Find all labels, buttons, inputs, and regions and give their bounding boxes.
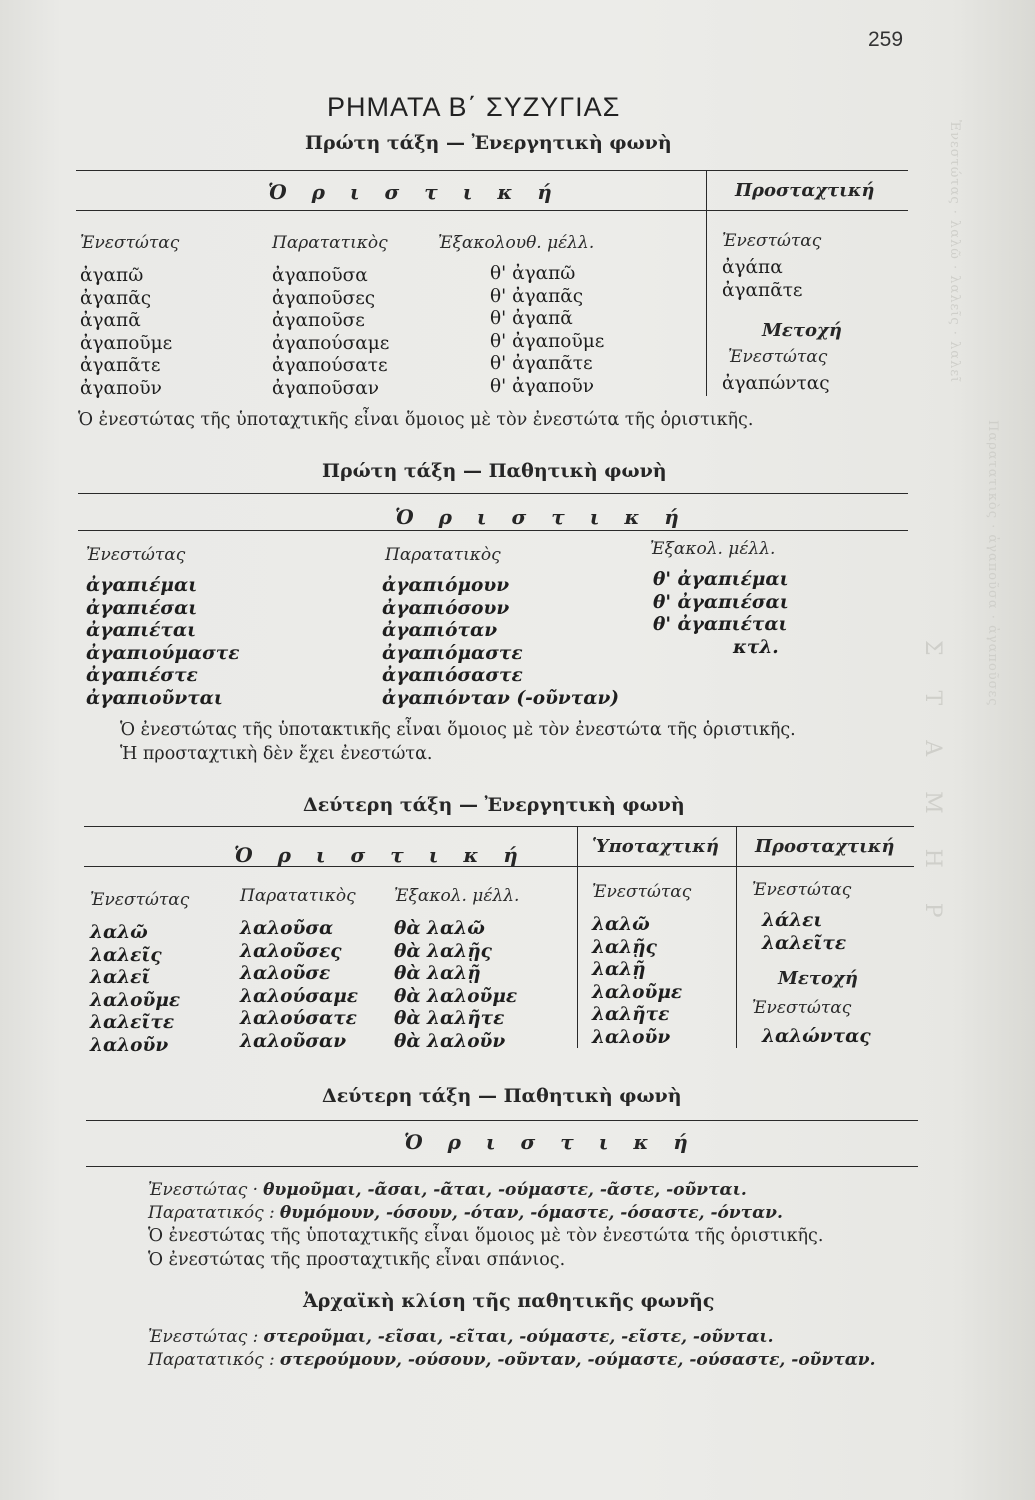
paradigm-label: Ἐνεστώτας : bbox=[148, 1327, 259, 1347]
note: Ἡ προσταχτικὴ δὲν ἔχει ἐνεστώτα. bbox=[120, 744, 433, 764]
verb-form: θ' ἀγαπᾶ bbox=[490, 308, 573, 329]
paradigm-forms: στεροῦμαι, -εῖσαι, -εῖται, -ούμαστε, -εῖστε, -οῦνται. bbox=[263, 1327, 774, 1347]
verb-form: ἀγαπιόταν bbox=[382, 620, 498, 641]
paradigm-label: Παρατατικός : bbox=[148, 1350, 275, 1370]
group-label-oristiki: Ὁ ρ ι σ τ ι κ ή bbox=[404, 1130, 697, 1154]
paradigm-line-imperfect bbox=[148, 1203, 783, 1223]
col-header-present: Ἐνεστώτας bbox=[80, 233, 180, 253]
verb-form: ἀγαπᾶ bbox=[80, 310, 141, 331]
section-heading-first-passive: Πρώτη τάξη — Παθητικὴ φωνὴ bbox=[322, 460, 667, 482]
rule bbox=[86, 1166, 918, 1167]
bleed-through-text: Σ Τ Α Μ Η Ρ bbox=[920, 640, 945, 932]
verb-form: κτλ. bbox=[733, 636, 779, 658]
group-label-oristiki: Ὁ ρ ι σ τ ι κ ή bbox=[268, 180, 561, 204]
verb-form: λαλῶ bbox=[90, 922, 148, 943]
verb-form: ἀγαπᾶς bbox=[80, 287, 152, 309]
col-header-present: Ἐνεστώτας bbox=[86, 545, 186, 565]
verb-form: λαλῇς bbox=[592, 936, 657, 958]
verb-form: λαλεῖς bbox=[90, 944, 162, 966]
verb-form: ἀγαπιόμαστε bbox=[382, 642, 523, 664]
participle-label: Μετοχή bbox=[762, 320, 842, 341]
col-header-imperative: Ἐνεστώτας bbox=[722, 231, 822, 251]
participle-label: Μετοχή bbox=[778, 968, 858, 989]
paradigm-line-imperfect bbox=[148, 1350, 876, 1370]
verb-form: λαλοῦμε bbox=[90, 989, 181, 1011]
verb-form: λαλεῖ bbox=[90, 967, 151, 988]
participle-header: Ἐνεστώτας bbox=[728, 347, 828, 367]
verb-form: λαλούσατε bbox=[240, 1008, 357, 1029]
verb-form: λαλῇ bbox=[592, 959, 646, 980]
verb-form: ἀγαπᾶτε bbox=[722, 279, 803, 301]
verb-form: λαλεῖτε bbox=[90, 1012, 175, 1033]
paradigm-label: Ἐνεστώτας · bbox=[148, 1180, 259, 1200]
verb-form: λαλοῦσες bbox=[240, 940, 342, 962]
note: Ὁ ἐνεστώτας τῆς προσταχτικῆς εἶναι σπάνιος. bbox=[148, 1250, 566, 1270]
verb-form: θ' ἀγαπιέσαι bbox=[653, 591, 789, 613]
rule bbox=[84, 866, 914, 867]
conjugation-column-imperative bbox=[722, 257, 803, 302]
verb-form: ἀγαποῦσα bbox=[272, 265, 368, 286]
verb-form: ἀγαποῦσαν bbox=[272, 377, 379, 399]
conjugation-column-present bbox=[86, 575, 239, 710]
verb-form: ἀγαπιόσουν bbox=[382, 597, 510, 619]
participle-form: ἀγαπώντας bbox=[722, 373, 830, 394]
rule bbox=[86, 1120, 918, 1121]
verb-form: λαλῶ bbox=[592, 914, 650, 935]
verb-form: θὰ λαλοῦμε bbox=[394, 985, 518, 1007]
participle-form: λαλώντας bbox=[762, 1026, 871, 1047]
rule bbox=[78, 530, 908, 531]
participle-header: Ἐνεστώτας bbox=[752, 998, 852, 1018]
page-title: ΡΗΜΑΤΑ Β΄ ΣΥΖΥΓΙΑΣ bbox=[327, 92, 621, 122]
verb-form: λαλοῦσαν bbox=[240, 1030, 347, 1052]
section-heading-archaic: Ἀρχαϊκὴ κλίση τῆς παθητικῆς φωνῆς bbox=[303, 1290, 715, 1312]
verb-form: ἀγαπιόμουν bbox=[382, 575, 510, 596]
verb-form: ἀγαποῦσε bbox=[272, 310, 365, 331]
verb-form: θὰ λαλῆτε bbox=[394, 1008, 505, 1029]
verb-form: ἀγαπιέστε bbox=[86, 665, 198, 686]
verb-form: λαλοῦσα bbox=[240, 918, 334, 939]
verb-form: ἀγαπιέμαι bbox=[86, 575, 198, 596]
paradigm-forms: στερούμουν, -ούσουν, -οῦνταν, -ούμαστε, -ούσαστε, -οῦνταν. bbox=[279, 1350, 876, 1370]
verb-form: λαλοῦν bbox=[592, 1026, 671, 1048]
paradigm-line-present bbox=[148, 1180, 747, 1200]
col-header-future: Ἐξακολ. μέλλ. bbox=[394, 886, 520, 906]
conjugation-column-future bbox=[490, 263, 604, 398]
col-header-subjunctive: Ἐνεστώτας bbox=[592, 882, 692, 902]
note: Ὁ ἐνεστώτας τῆς ὑποταχτικῆς εἶναι ὅμοιος μὲ τὸν ἐνεστώτα τῆς ὁριστικῆς. bbox=[148, 1226, 824, 1246]
col-header-future: Ἐξακολουθ. μέλλ. bbox=[438, 233, 595, 253]
verb-form: θ' ἀγαπᾶτε bbox=[490, 353, 593, 374]
col-header-present: Ἐνεστώτας bbox=[90, 890, 190, 910]
section-heading-second-active: Δεύτερη τάξη — Ἐνεργητικὴ φωνὴ bbox=[303, 794, 685, 816]
verb-form: θ' ἀγαπᾶς bbox=[490, 285, 584, 307]
conjugation-column-present bbox=[90, 922, 180, 1057]
note: Ὁ ἐνεστώτας τῆς ὑποτακτικῆς εἶναι ὅμοιος μὲ τὸν ἐνεστώτα τῆς ὁριστικῆς. bbox=[120, 720, 796, 740]
verb-form: θ' ἀγαποῦν bbox=[490, 375, 594, 397]
paradigm-forms: θυμόμουν, -όσουν, -όταν, -όμαστε, -όσαστε, -όνταν. bbox=[279, 1203, 783, 1223]
verb-form: λαλεῖτε bbox=[762, 932, 847, 954]
verb-form: θ' ἀγαπιέμαι bbox=[653, 569, 789, 590]
verb-form: ἀγαπιοῦνται bbox=[86, 687, 223, 709]
verb-form: θὰ λαλῇ bbox=[394, 963, 481, 984]
verb-form: θὰ λαλῶ bbox=[394, 918, 485, 939]
verb-form: ἀγαπιέται bbox=[86, 620, 197, 641]
verb-form: θὰ λαλῇς bbox=[394, 940, 492, 962]
paradigm-forms: θυμοῦμαι, -ᾶσαι, -ᾶται, -ούμαστε, -ᾶστε, -οῦνται. bbox=[263, 1180, 747, 1200]
verb-form: λαλούσαμε bbox=[240, 985, 359, 1007]
verb-form: ἀγαπᾶτε bbox=[80, 355, 161, 376]
verb-form: θ' ἀγαπῶ bbox=[490, 263, 576, 284]
page-number: 259 bbox=[868, 28, 904, 51]
verb-form: ἀγαποῦμε bbox=[80, 332, 173, 354]
bleed-through-text: Παρατατικὸς · ἀγαποῦσα · ἀγαποῦσες bbox=[985, 420, 1000, 707]
verb-form: λάλει bbox=[762, 910, 823, 931]
verb-form: ἀγαποῦν bbox=[80, 377, 162, 399]
rule bbox=[76, 210, 908, 211]
group-label-oristiki: Ὁ ρ ι σ τ ι κ ή bbox=[234, 843, 527, 867]
column-divider bbox=[577, 826, 578, 1048]
col-header-imperfect: Παρατατικὸς bbox=[272, 233, 388, 253]
section-heading-first-active: Πρώτη τάξη — Ἐνεργητικὴ φωνὴ bbox=[305, 132, 672, 154]
conjugation-column-imperfect bbox=[272, 265, 389, 400]
group-label-ypotaktiki: Ὑποταχτική bbox=[592, 836, 719, 857]
verb-form: λαλοῦμε bbox=[592, 981, 683, 1003]
conjugation-column-present bbox=[80, 265, 172, 400]
group-label-prostaktiki: Προσταχτική bbox=[735, 180, 875, 201]
conjugation-column-future bbox=[653, 569, 789, 659]
bleed-through-text: Ἐνεστώτας · λαλῶ · λαλεῖς · λαλεῖ bbox=[947, 120, 962, 384]
conjugation-column-imperfect bbox=[240, 918, 358, 1053]
col-header-imperative: Ἐνεστώτας bbox=[752, 880, 852, 900]
verb-form: ἀγαπῶ bbox=[80, 265, 144, 286]
rule bbox=[76, 170, 908, 171]
group-label-prostaktiki: Προσταχτική bbox=[755, 836, 895, 857]
conjugation-column-imperfect bbox=[382, 575, 619, 710]
col-header-future: Ἐξακολ. μέλλ. bbox=[650, 539, 776, 559]
col-header-imperfect: Παρατατικὸς bbox=[240, 886, 356, 906]
paradigm-line-present bbox=[148, 1327, 774, 1347]
conjugation-column-future bbox=[394, 918, 517, 1053]
column-divider bbox=[706, 170, 707, 396]
section-heading-second-passive: Δεύτερη τάξη — Παθητικὴ φωνὴ bbox=[322, 1085, 682, 1107]
verb-form: ἀγαπιούμαστε bbox=[86, 642, 240, 664]
col-header-imperfect: Παρατατικὸς bbox=[385, 545, 501, 565]
verb-form: ἀγαπιόσαστε bbox=[382, 665, 523, 686]
verb-form: ἀγαποῦσες bbox=[272, 287, 376, 309]
verb-form: λαλοῦν bbox=[90, 1034, 169, 1056]
verb-form: θὰ λαλοῦν bbox=[394, 1030, 506, 1052]
verb-form: ἀγαπιόνταν (-οῦνταν) bbox=[382, 687, 620, 709]
verb-form: ἀγαπιέσαι bbox=[86, 597, 198, 619]
verb-form: ἀγαπούσατε bbox=[272, 355, 388, 376]
conjugation-column-imperative bbox=[762, 910, 846, 955]
verb-form: λαλοῦσε bbox=[240, 963, 331, 984]
verb-form: θ' ἀγαπιέται bbox=[653, 614, 788, 635]
rule bbox=[84, 826, 914, 827]
column-divider bbox=[736, 826, 737, 1048]
paradigm-label: Παρατατικός : bbox=[148, 1203, 275, 1223]
verb-form: θ' ἀγαποῦμε bbox=[490, 330, 605, 352]
verb-form: ἀγάπα bbox=[722, 257, 783, 278]
conjugation-column-subjunctive bbox=[592, 914, 682, 1049]
rule bbox=[78, 493, 908, 494]
verb-form: ἀγαπούσαμε bbox=[272, 332, 390, 354]
verb-form: λαλῆτε bbox=[592, 1004, 670, 1025]
group-label-oristiki: Ὁ ρ ι σ τ ι κ ή bbox=[395, 505, 688, 529]
note: Ὁ ἐνεστώτας τῆς ὑποταχτικῆς εἶναι ὅμοιος μὲ τὸν ἐνεστώτα τῆς ὁριστικῆς. bbox=[78, 410, 754, 430]
